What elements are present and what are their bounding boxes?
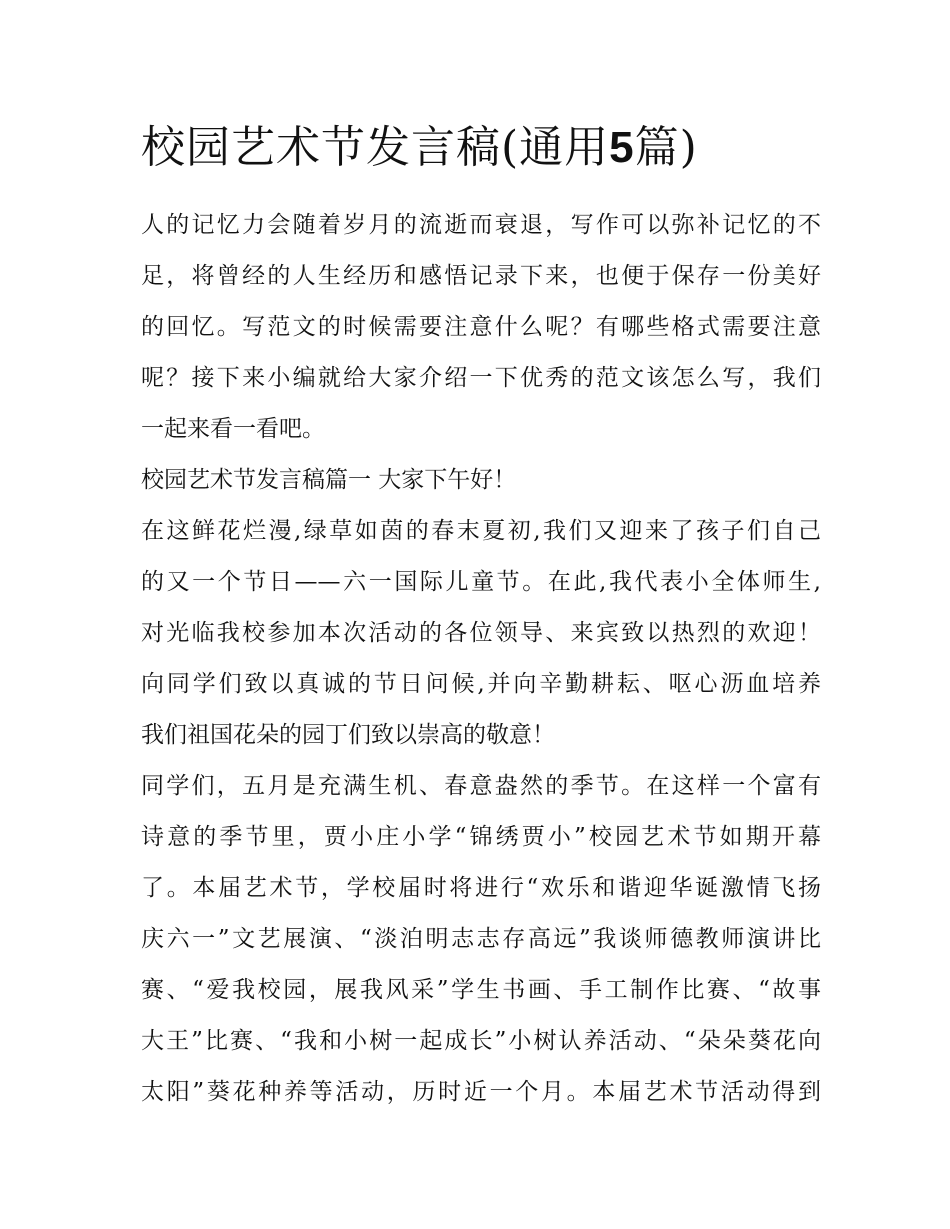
body-line: 的又一个节日——六一国际儿童节。在此,我代表小全体师生, <box>141 569 821 595</box>
title-number: 5 <box>609 123 635 172</box>
document-title <box>141 118 821 178</box>
body-line: 向同学们致以真诚的节日问候,并向辛勤耕耘、呕心沥血培养 <box>141 671 821 697</box>
body-line: 在这鲜花烂漫,绿草如茵的春末夏初,我们又迎来了孩子们自己 <box>141 518 821 544</box>
title-suffix: 篇) <box>634 122 698 173</box>
document-page <box>141 118 821 1118</box>
body-line: 了。本届艺术节，学校届时将进行“欢乐和谐迎华诞激情飞扬 <box>141 875 821 901</box>
title-prefix: 校园艺术节发言稿(通用 <box>141 122 610 173</box>
body-line: 人的记忆力会随着岁月的流逝而衰退，写作可以弥补记忆的不 <box>141 212 821 238</box>
body-line: 对光临我校参加本次活动的各位领导、来宾致以热烈的欢迎！ <box>141 620 821 646</box>
body-line: 呢？接下来小编就给大家介绍一下优秀的范文该怎么写，我们 <box>141 365 821 391</box>
body-line: 诗意的季节里，贾小庄小学“锦绣贾小”校园艺术节如期开幕 <box>141 824 821 850</box>
body-line: 赛、“爱我校园，展我风采”学生书画、手工制作比赛、“故事 <box>141 977 821 1003</box>
section-heading-line: 校园艺术节发言稿篇一 大家下午好！ <box>141 467 517 493</box>
body-line: 的回忆。写范文的时候需要注意什么呢？有哪些格式需要注意 <box>141 314 821 340</box>
body-line: 同学们，五月是充满生机、春意盎然的季节。在这样一个富有 <box>141 773 821 799</box>
body-line: 太阳”葵花种养等活动，历时近一个月。本届艺术节活动得到 <box>141 1079 821 1105</box>
body-line: 一起来看一看吧。 <box>141 416 325 442</box>
body-line: 庆六一”文艺展演、“淡泊明志志存高远”我谈师德教师演讲比 <box>141 926 821 952</box>
body-line: 足，将曾经的人生经历和感悟记录下来，也便于保存一份美好 <box>141 263 821 289</box>
body-line: 我们祖国花朵的园丁们致以崇高的敬意！ <box>141 722 555 748</box>
body-line: 大王”比赛、“我和小树一起成长”小树认养活动、“朵朵葵花向 <box>141 1028 821 1054</box>
